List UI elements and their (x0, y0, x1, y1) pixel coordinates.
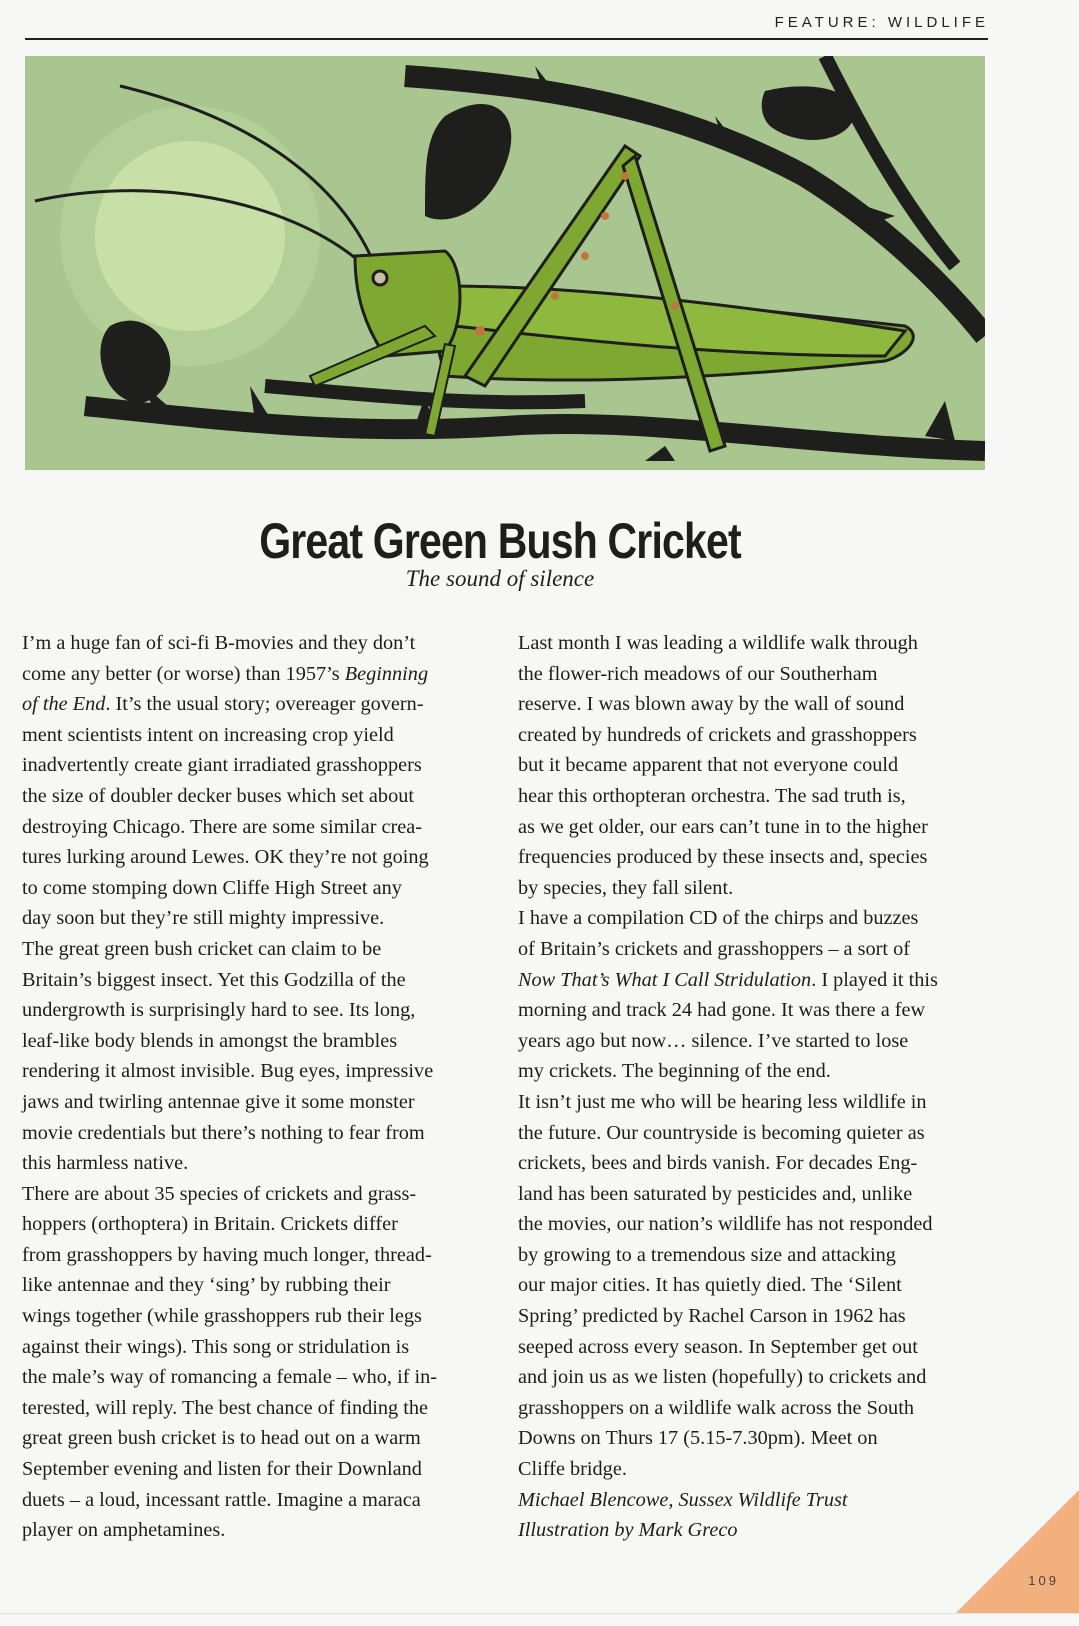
text-line: the size of doubler decker buses which set about (22, 784, 414, 807)
text-line: like antennae and they ‘sing’ by rubbing their (22, 1274, 391, 1297)
text-line: but it became apparent that not everyone could (518, 754, 899, 777)
text-line: our major cities. It has quietly died. The ‘Silent (518, 1274, 902, 1297)
text-line: jaws and twirling antennae give it some monster (22, 1090, 415, 1113)
text-line: Now That’s What I Call Stridulation. I played it this (518, 968, 938, 991)
text-line: destroying Chicago. There are some similar crea- (22, 815, 423, 838)
text-line: Last month I was leading a wildlife walk through (518, 632, 918, 654)
text-line: rendering it almost invisible. Bug eyes, impressive (22, 1060, 434, 1083)
text-line: hoppers (orthoptera) in Britain. Crickets differ (22, 1213, 398, 1236)
text-line: of the End. It’s the usual story; overeager govern- (22, 693, 424, 716)
text-line: come any better (or worse) than 1957’s Beginning (22, 662, 429, 685)
text-line: the flower-rich meadows of our Southerham (518, 662, 878, 685)
cricket-illustration (25, 56, 985, 470)
text-line: my crickets. The beginning of the end. (518, 1060, 831, 1083)
text-line: There are about 35 species of crickets and grass- (22, 1182, 417, 1205)
text-line: frequencies produced by these insects and, species (518, 846, 928, 869)
text-line: great green bush cricket is to head out on a warm (22, 1427, 421, 1450)
text-line: Downs on Thurs 17 (5.15-7.30pm). Meet on (518, 1427, 878, 1450)
text-line: to come stomping down Cliffe High Street any (22, 876, 402, 899)
italic-text: Michael Blencowe, Sussex Wildlife Trust (518, 1488, 848, 1511)
moon-core (95, 141, 285, 331)
italic-text: of the End (22, 693, 106, 716)
text-line: by species, they fall silent. (518, 876, 734, 899)
text-line: undergrowth is surprisingly hard to see. Its long, (22, 999, 416, 1022)
article-column-left (22, 628, 492, 1546)
text-line: the movies, our nation’s wildlife has not responded (518, 1213, 933, 1236)
bramble-stem-bottom (85, 406, 985, 451)
text-line: and join us as we listen (hopefully) to crickets and (518, 1366, 927, 1389)
text-line: this harmless native. (22, 1152, 189, 1175)
text-line: years ago but now… silence. I’ve started to lose (518, 1029, 909, 1052)
text-line: by growing to a tremendous size and attacking (518, 1243, 896, 1266)
cricket-eye (373, 271, 387, 285)
text-line: of Britain’s crickets and grasshoppers – a sort of (518, 937, 911, 960)
text-line (518, 1515, 988, 1546)
text-line: hear this orthopteran orchestra. The sad truth is, (518, 784, 906, 807)
text-line: It isn’t just me who will be hearing less wildlife in (518, 1090, 927, 1113)
page-bottom-edge (0, 1613, 1079, 1614)
text-line: crickets, bees and birds vanish. For decades Eng- (518, 1152, 918, 1175)
article-column-right (518, 628, 988, 1546)
text-line: against their wings). This song or stridulation is (22, 1335, 410, 1358)
text-line: reserve. I was blown away by the wall of sound (518, 693, 905, 716)
text-line: Cliffe bridge. (518, 1458, 627, 1481)
italic-text: Beginning (344, 662, 429, 685)
text-line: leaf-like body blends in amongst the brambles (22, 1029, 398, 1052)
text-line: player on amphetamines. (22, 1519, 226, 1542)
text-line: movie credentials but there’s nothing to fear from (22, 1121, 425, 1144)
article-title: Great Green Bush Cricket (259, 513, 741, 569)
text-line: duets – a loud, incessant rattle. Imagine a maraca (22, 1488, 421, 1511)
text-line: Spring’ predicted by Rachel Carson in 1962 has (518, 1305, 906, 1328)
text-line: seeped across every season. In September get out (518, 1335, 918, 1358)
text-line: as we get older, our ears can’t tune in to the higher (518, 815, 928, 838)
section-label: FEATURE: WILDLIFE (774, 14, 989, 31)
text-line: I’m a huge fan of sci-fi B-movies and they don’t (22, 632, 416, 654)
page-number: 109 (1028, 1573, 1059, 1588)
page-corner-triangle (955, 1490, 1079, 1614)
header-rule (25, 38, 988, 40)
leaf-top-right (762, 86, 855, 140)
text-line: the male’s way of romancing a female – who, if in- (22, 1366, 438, 1389)
article-subtitle: The sound of silence (405, 566, 595, 591)
text-line: day soon but they’re still mighty impressive. (22, 907, 385, 930)
text-line: tures lurking around Lewes. OK they’re not going (22, 846, 429, 869)
leaf-upper (425, 104, 511, 219)
italic-text: Illustration by Mark Greco (518, 1519, 738, 1542)
cricket-illustration-svg (25, 56, 985, 470)
text-line: the future. Our countryside is becoming quieter as (518, 1121, 925, 1144)
italic-text: Now That’s What I Call Stridulation (518, 968, 812, 991)
text-line: from grasshoppers by having much longer, thread- (22, 1243, 432, 1266)
text-line: wings together (while grasshoppers rub their legs (22, 1305, 422, 1328)
text-line: land has been saturated by pesticides and, unlike (518, 1182, 913, 1205)
text-line: ment scientists intent on increasing crop yield (22, 723, 394, 746)
text-line: inadvertently create giant irradiated grasshoppers (22, 754, 422, 777)
text-line: created by hundreds of crickets and grasshoppers (518, 723, 917, 746)
text-line: morning and track 24 had gone. It was there a few (518, 999, 926, 1022)
text-line: grasshoppers on a wildlife walk across the South (518, 1396, 914, 1419)
text-line: September evening and listen for their Downland (22, 1458, 422, 1481)
text-line (518, 1485, 988, 1516)
text-line: terested, will reply. The best chance of finding the (22, 1396, 429, 1419)
text-line: Britain’s biggest insect. Yet this Godzilla of the (22, 968, 406, 991)
text-line: I have a compilation CD of the chirps and buzzes (518, 907, 919, 930)
text-line: The great green bush cricket can claim to be (22, 937, 382, 960)
